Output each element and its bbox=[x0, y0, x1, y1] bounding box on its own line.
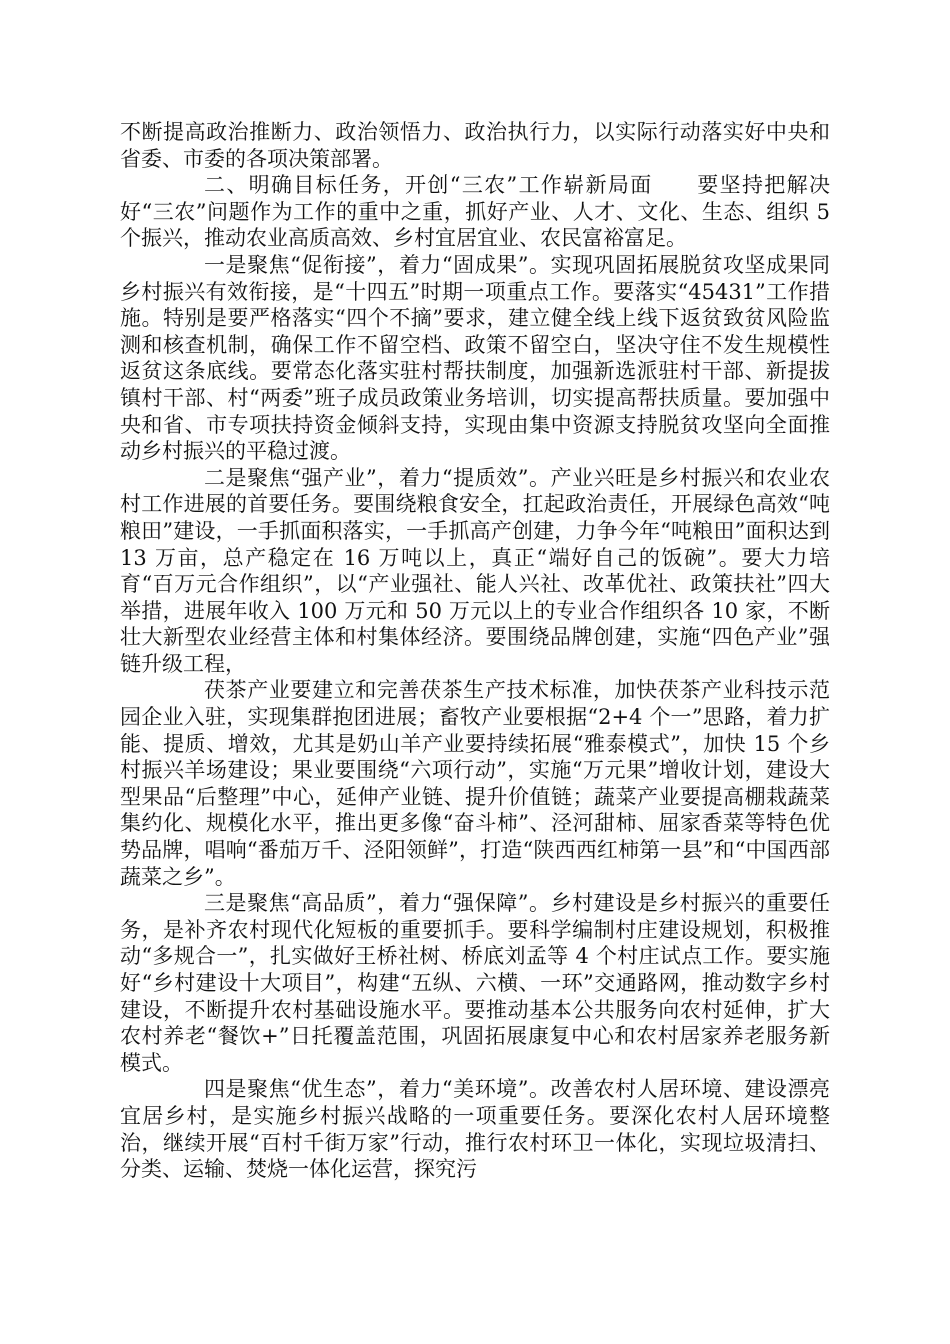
paragraph-item-two: 二是聚焦“强产业”，着力“提质效”。产业兴旺是乡村振兴和农业农村工作进展的首要任务。要围绕粮食安全，扛起政治责任，开展绿色高效“吨粮田”建设，一手抓面积落实，一手抓高产创建，力争今年“吨粮田”面积达到 13 万亩，总产稳定在 16 万吨以上，真正“端好自己的饭碗”。要大力培育“百万元合作组织”，以“产业强社、能人兴社、改革优社、政策扶社”四大举措，进展年收入 100 万元和 50 万元以上的专业合作组织各 10 家，不断壮大新型农业经营主体和村集体经济。要围绕品牌创建，实施“四色产业”强链升级工程， bbox=[120, 465, 830, 676]
section-heading-paragraph: 二、明确目标任务，开创“三农”工作崭新局面 要坚持把解决好“三农”问题作为工作的重中之重，抓好产业、人才、文化、生态、组织 5 个振兴，推动农业高质高效、乡村宜居宜业、农民富裕富足。 bbox=[120, 173, 830, 251]
document-page bbox=[120, 119, 830, 1183]
paragraph-item-four: 四是聚焦“优生态”，着力“美环境”。改善农村人居环境、建设漂亮宜居乡村，是实施乡村振兴战略的一项重要任务。要深化农村人居环境整治，继续开展“百村千街万家”行动，推行农村环卫一体化，实现垃圾清扫、分类、运输、焚烧一体化运营，探究污 bbox=[120, 1077, 830, 1182]
paragraph-item-three: 三是聚焦“高品质”，着力“强保障”。乡村建设是乡村振兴的重要任务，是补齐农村现代化短板的重要抓手。要科学编制村庄建设规划，积极推动“多规合一”，扎实做好王桥社树、桥底刘孟等 4 个村庄试点工作。要实施好“乡村建设十大项目”，构建“五纵、六横、一环”交通路网，推动数字乡村建设，不断提升农村基础设施水平。要推动基本公共服务向农村延伸，扩大农村养老“餐饮+”日托覆盖范围，巩固拓展康复中心和农村居家养老服务新模式。 bbox=[120, 891, 830, 1075]
paragraph-continuation: 不断提高政治推断力、政治领悟力、政治执行力，以实际行动落实好中央和省委、市委的各项决策部署。 bbox=[120, 120, 830, 171]
paragraph-fucha-industry: 茯茶产业要建立和完善茯茶生产技术标准，加快茯茶产业科技示范园企业入驻，实现集群抱团进展；畜牧产业要根据“2+4 个一”思路，着力扩能、提质、增效，尤其是奶山羊产业要持续拓展“雅泰模式”，加快 15 个乡村振兴羊场建设；果业要围绕“六项行动”，实施“万元果”增收计划，建设大型果品“后整理”中心，延伸产业链、提升价值链；蔬菜产业要提高棚栽蔬菜集约化、规模化水平，推出更多像“奋斗柿”、泾河甜柿、屈家香菜等特色优势品牌，唱响“番茄万千、泾阳领鲜”，打造“陕西西红柿第一县”和“中国西部蔬菜之乡”。 bbox=[120, 678, 830, 889]
paragraph-item-one: 一是聚焦“促衔接”，着力“固成果”。实现巩固拓展脱贫攻坚成果同乡村振兴有效衔接，是“十四五”时期一项重点工作。要落实“45431”工作措施。特别是要严格落实“四个不摘”要求，建立健全线上线下返贫致贫风险监测和核查机制，确保工作不留空档、政策不留空白，坚决守住不发生规模性返贫这条底线。要常态化落实驻村帮扶制度，加强新选派驻村干部、新提拔镇村干部、村“两委”班子成员政策业务培训，切实提高帮扶质量。要加强中央和省、市专项扶持资金倾斜支持，实现由集中资源支持脱贫攻坚向全面推动乡村振兴的平稳过渡。 bbox=[120, 252, 830, 464]
